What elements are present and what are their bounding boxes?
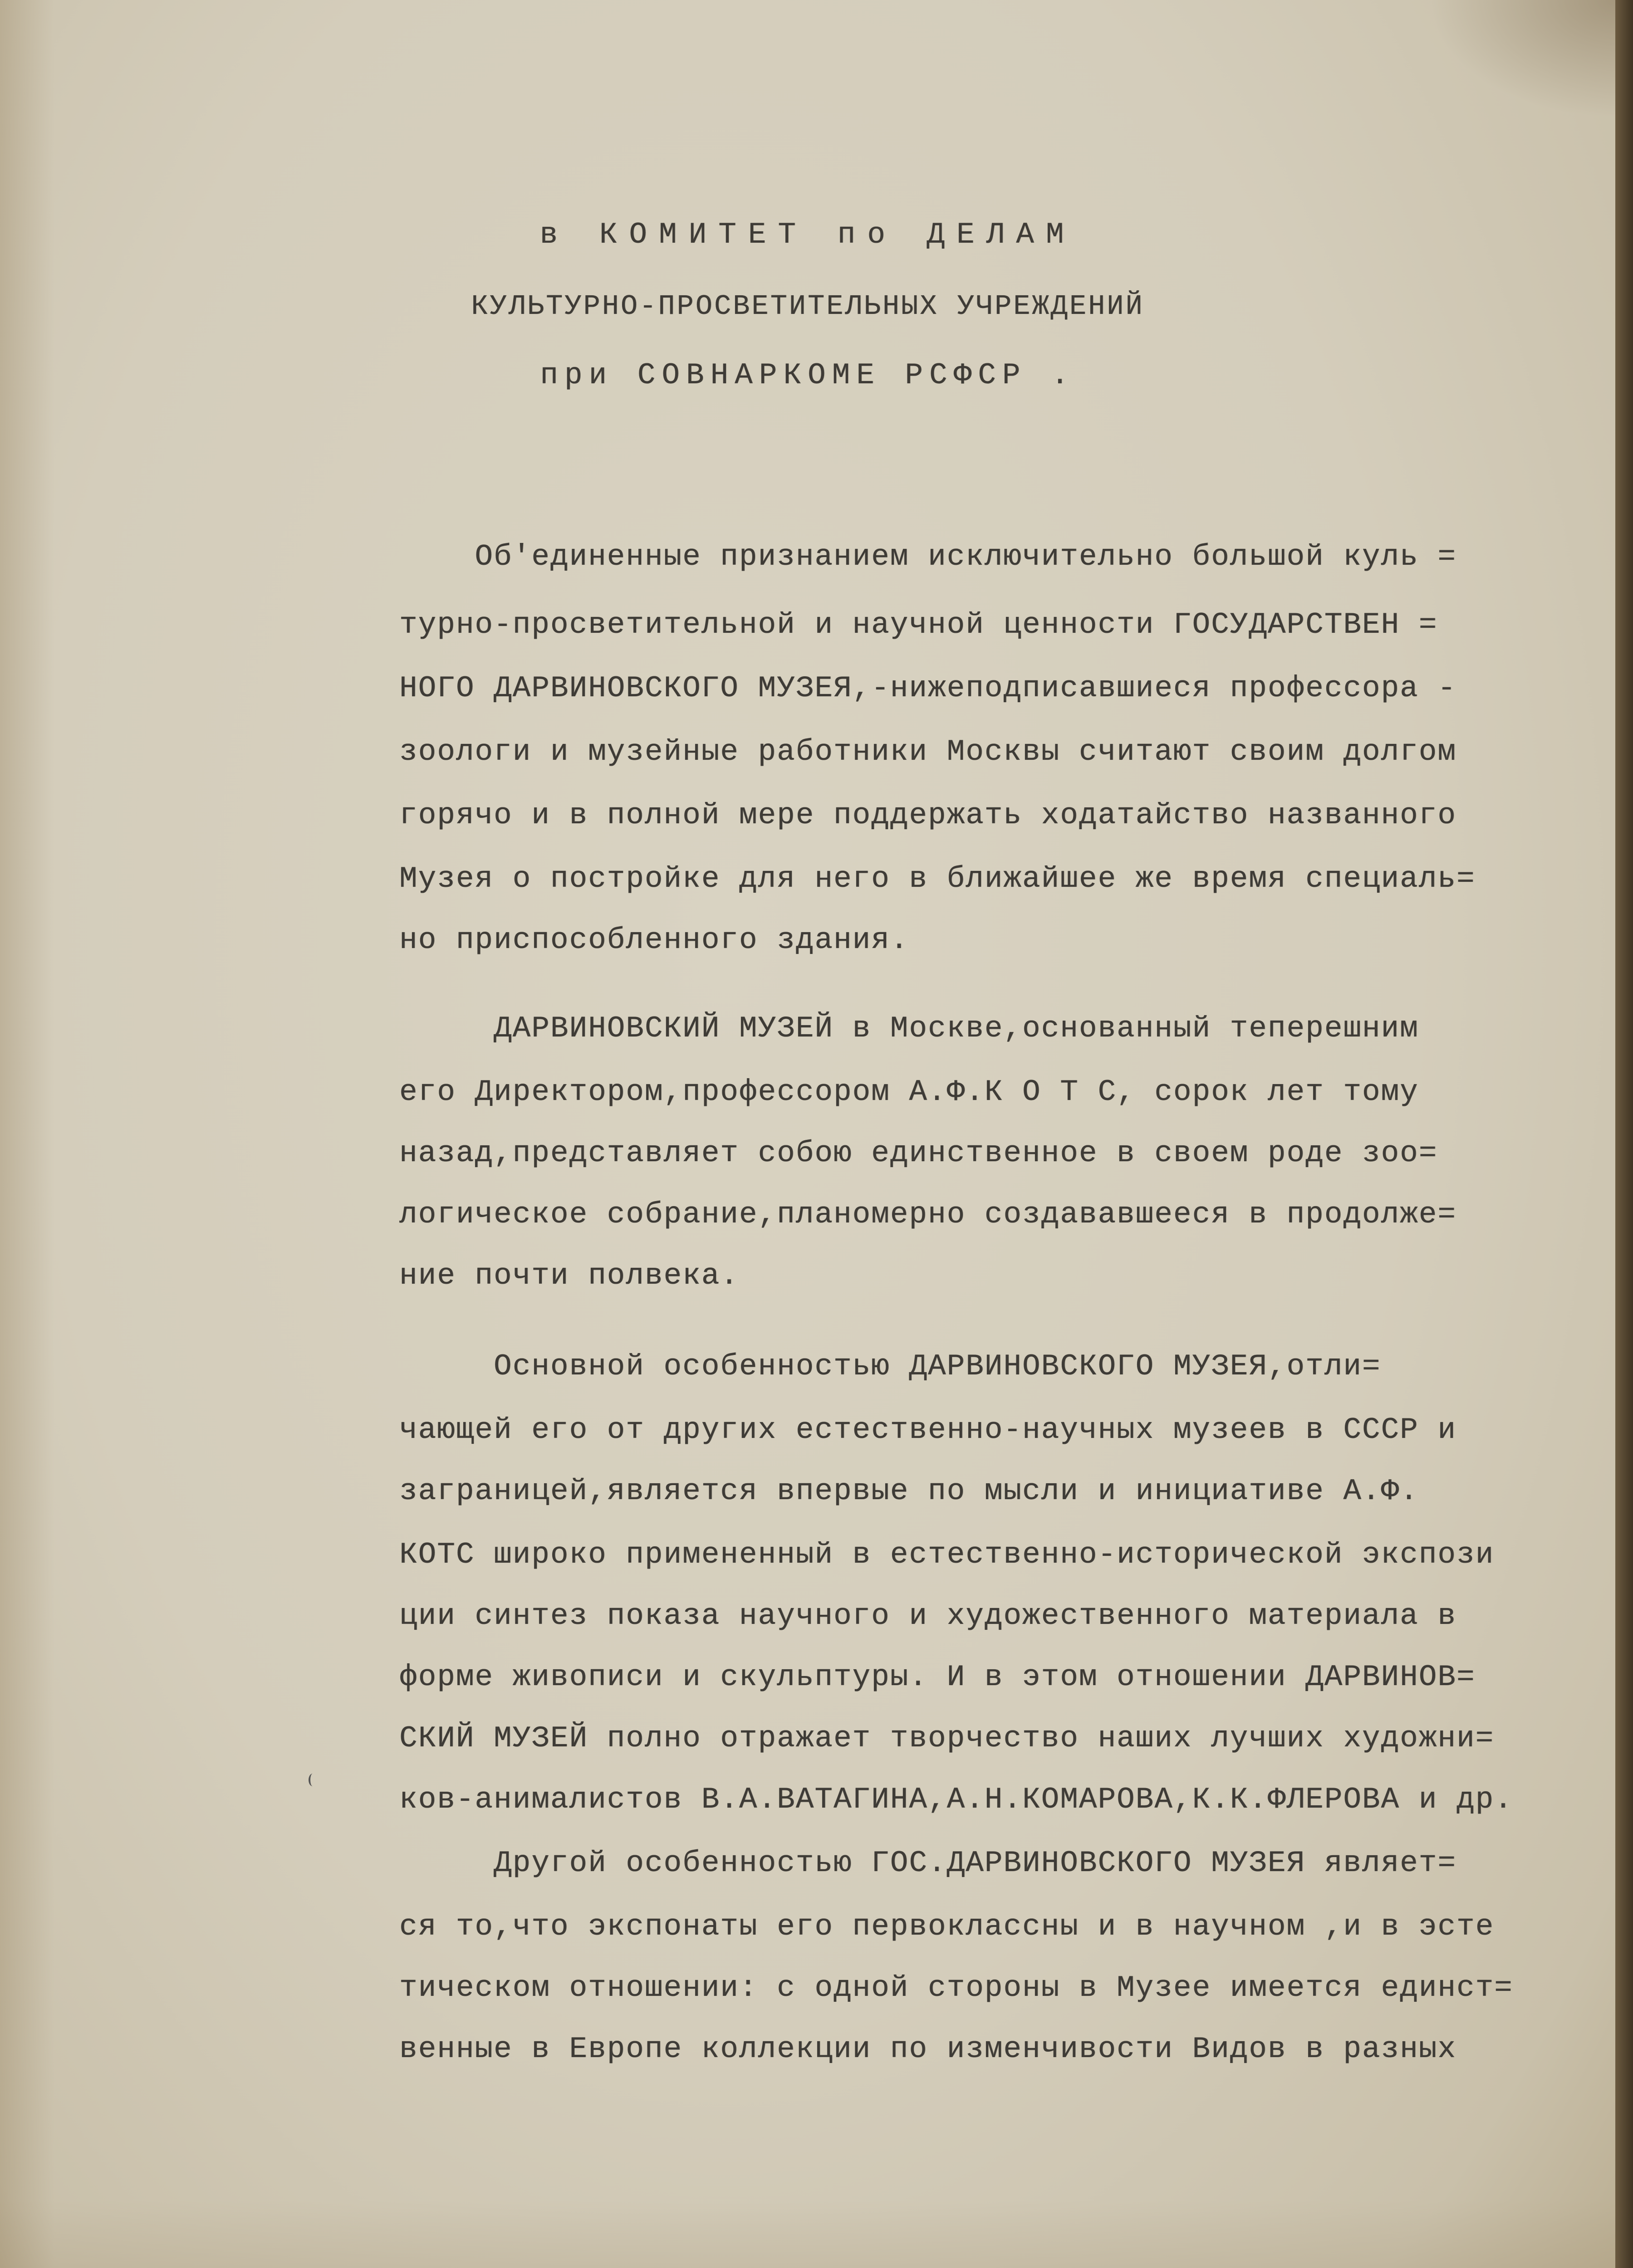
paragraph-1-line-3: НОГО ДАРВИНОВСКОГО МУЗЕЯ,-нижеподписавшиеся профессора - — [399, 671, 1456, 705]
paragraph-3-line-6: форме живописи и скульптуры. И в этом отношении ДАРВИНОВ= — [399, 1660, 1476, 1694]
paragraph-4-line-2: ся то,что экспонаты его первоклассны и в научном ,и в эсте — [399, 1910, 1495, 1944]
paragraph-2-line-4: логическое собрание,планомерно создававшееся в продолже= — [399, 1198, 1456, 1232]
paragraph-1-line-1: Об'единенные признанием исключительно большой куль = — [399, 540, 1456, 574]
paragraph-2-line-3: назад,представляет собою единственное в своем роде зоо= — [399, 1136, 1438, 1170]
paragraph-4-line-1: Другой особенностью ГОС.ДАРВИНОВСКОГО МУЗЕЯ являет= — [399, 1846, 1456, 1880]
paragraph-1-line-2: турно-просветительной и научной ценности ГОСУДАРСТВЕН = — [399, 608, 1438, 642]
paragraph-3-line-8: ков-анималистов В.А.ВАТАГИНА,А.Н.КОМАРОВА,К.К.ФЛЕРОВА и др. — [399, 1783, 1513, 1817]
paragraph-1-line-6: Музея о постройке для него в ближайшее же время специаль= — [399, 862, 1476, 896]
paragraph-3-line-7: СКИЙ МУЗЕЙ полно отражает творчество наших лучших художни= — [399, 1721, 1495, 1755]
paragraph-3-line-3: заграницей,является впервые по мысли и инициативе А.Ф. — [399, 1474, 1419, 1508]
paragraph-3-line-1: Основной особенностью ДАРВИНОВСКОГО МУЗЕЯ,отли= — [399, 1349, 1381, 1383]
paragraph-3-line-5: ции синтез показа научного и художественного материала в — [399, 1599, 1456, 1633]
paragraph-4-line-4: венные в Европе коллекции по изменчивости Видов в разных — [399, 2032, 1456, 2066]
paragraph-3-line-2: чающей его от других естественно-научных музеев в СССР и — [399, 1413, 1456, 1447]
paper-stain-top — [1429, 0, 1615, 118]
paragraph-1-line-7: но приспособленного здания. — [399, 923, 909, 957]
heading-line-1: в КОМИТЕТ по ДЕЛАМ — [539, 218, 1076, 252]
page-edge-shadow — [1615, 0, 1633, 2268]
paragraph-2-line-2: его Директором,профессором А.Ф.К О Т С, сорок лет тому — [399, 1075, 1419, 1109]
heading-line-3: при СОВНАРКОМЕ РСФСР . — [540, 358, 1075, 392]
paragraph-2-line-1: ДАРВИНОВСКИЙ МУЗЕЙ в Москве,основанный теперешним — [399, 1012, 1419, 1046]
paragraph-2-line-5: ние почти полвека. — [399, 1259, 739, 1293]
paper-stain-left — [0, 0, 54, 2268]
margin-mark — [309, 1774, 317, 1786]
heading-line-2: КУЛЬТУРНО-ПРОСВЕТИТЕЛЬНЫХ УЧРЕЖДЕНИЙ — [471, 290, 1144, 323]
paragraph-1-line-4: зоологи и музейные работники Москвы считают своим долгом — [399, 735, 1456, 769]
paper-stain-bottom — [0, 2200, 1615, 2268]
paragraph-4-line-3: тическом отношении: с одной стороны в Музее имеется единст= — [399, 1971, 1513, 2005]
paragraph-1-line-5: горячо и в полной мере поддержать ходатайство названного — [399, 798, 1456, 832]
paragraph-3-line-4: КОТС широко примененный в естественно-исторической экспози — [399, 1538, 1495, 1572]
